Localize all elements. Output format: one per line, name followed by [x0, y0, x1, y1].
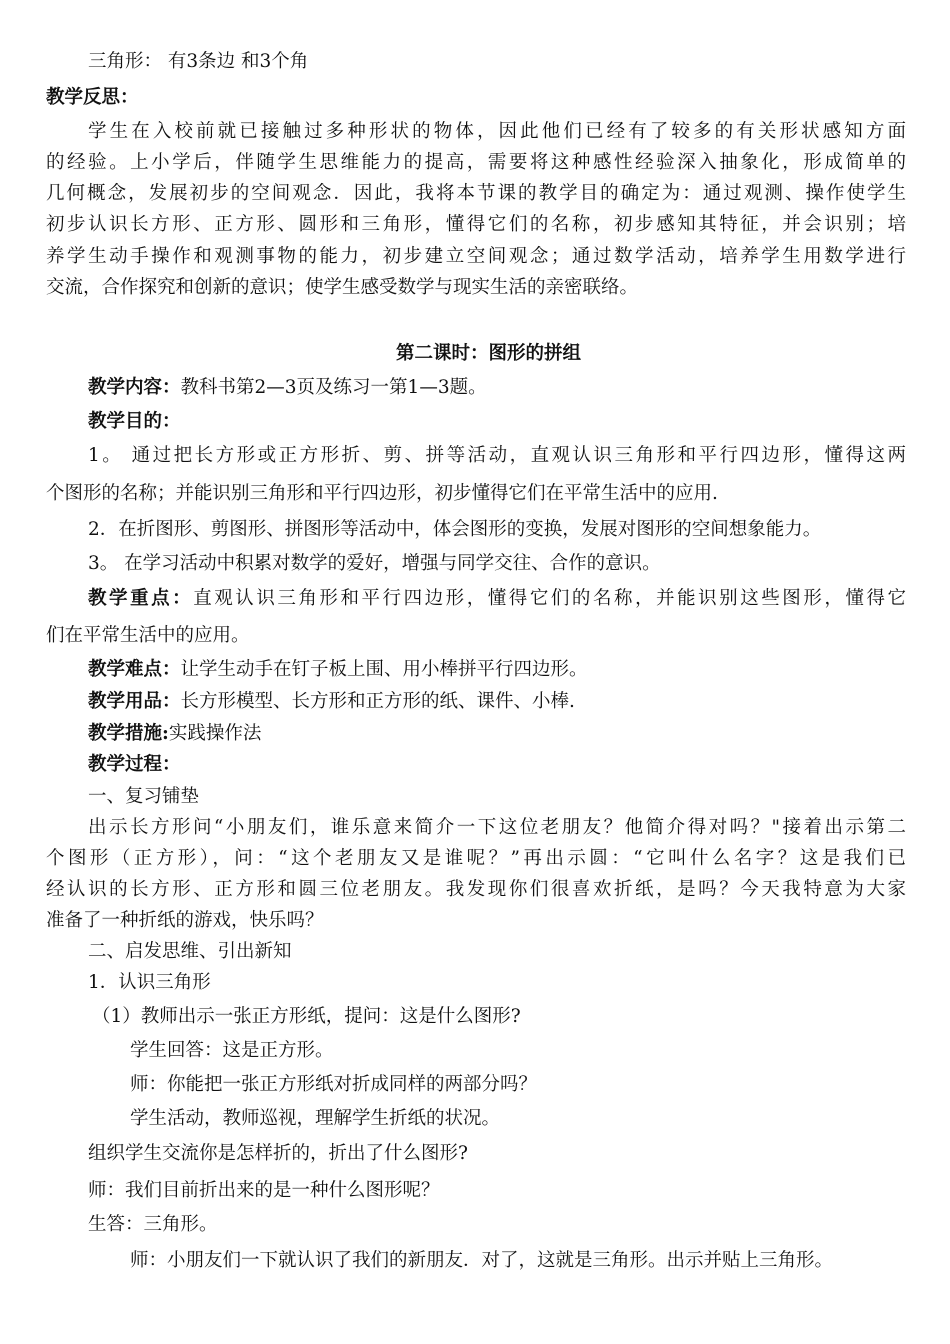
key-point-cont: 们在平常生活中的应用。: [46, 625, 250, 646]
step-1: （1）教师出示一张正方形纸，提问：这是什么图形?: [92, 1006, 521, 1027]
review-line: 准备了一种折纸的游戏，快乐吗？: [46, 910, 324, 931]
reflection-line: 的经验。上小学后，伴随学生思维能力的提高，需要将这种感性经验深入抽象化，形成简单的: [46, 152, 906, 173]
teaching-tools: [88, 693, 575, 712]
triangle-summary-line: 三角形： 有3条边 和3个角: [88, 51, 309, 72]
measure-label: 教学措施:: [88, 723, 169, 744]
process-heading: 教学过程：: [88, 754, 181, 775]
content-text: 教科书第2—3页及练习一第1—3题。: [180, 377, 487, 398]
teacher-question-1: 师：你能把一张正方形纸对折成同样的两部分吗？: [130, 1074, 538, 1095]
inspire-heading: 二、启发思维、引出新知: [88, 941, 292, 962]
organize-line: 组织学生交流你是怎样折的，折出了什么图形?: [88, 1143, 468, 1164]
difficulty: [88, 661, 588, 680]
reflection-line: 几何概念，发展初步的空间观念．因此，我将本节课的教学目的确定为：通过观测、操作使学生: [46, 183, 906, 204]
review-line: 出示长方形问“小朋友们，谁乐意来简介一下这位老朋友？他简介得对吗？"接着出示第二: [88, 817, 906, 838]
goal-1-line-b: 个图形的名称；并能识别三角形和平行四边形，初步懂得它们在平常生活中的应用.: [46, 483, 718, 504]
content-label: 教学内容：: [88, 377, 181, 398]
teacher-final: 师：小朋友们一下就认识了我们的新朋友．对了，这就是三角形。出示并贴上三角形。: [130, 1250, 834, 1271]
goal-3: 3。 在学习活动中积累对数学的爱好，增强与同学交往、合作的意识。: [88, 553, 661, 574]
reflection-line: 交流，合作探究和创新的意识；使学生感受数学与现实生活的亲密联络。: [46, 277, 639, 298]
key-text-a: 直观认识三角形和平行四边形，懂得它们的名称，并能识别这些图形，懂得它: [193, 588, 906, 609]
goal-2: 2．在折图形、剪图形、拼图形等活动中，体会图形的变换，发展对图形的空间想象能力。: [88, 519, 822, 540]
student-activity: 学生活动，教师巡视，理解学生折纸的状况。: [130, 1108, 501, 1129]
measure-text: 实践操作法: [168, 723, 262, 744]
student-answer-2: 生答：三角形。: [88, 1214, 218, 1235]
triangle-heading: 1．认识三角形: [88, 972, 211, 993]
tools-label: 教学用品：: [88, 691, 181, 712]
key-label: 教学重点：: [88, 588, 194, 609]
teaching-content: [88, 379, 487, 398]
difficulty-text: 让学生动手在钉子板上围、用小棒拼平行四边形。: [180, 659, 588, 680]
review-heading: 一、复习铺垫: [88, 786, 200, 807]
reflection-heading: 教学反思：: [46, 87, 139, 108]
reflection-line: 初步认识长方形、正方形、圆形和三角形，懂得它们的名称，初步感知其特征，并会识别；培: [46, 214, 906, 235]
student-answer-1: 学生回答：这是正方形。: [130, 1040, 334, 1061]
teacher-question-2: 师：我们目前折出来的是一种什么图形呢？: [88, 1180, 440, 1201]
key-point: [88, 590, 906, 609]
teaching-measure: [88, 725, 261, 744]
lesson-title: 第二课时：图形的拼组: [396, 343, 582, 364]
tools-text: 长方形模型、长方形和正方形的纸、课件、小棒.: [180, 691, 575, 712]
goal-heading: 教学目的：: [88, 411, 181, 432]
reflection-line: 养学生动手操作和观测事物的能力，初步建立空间观念；通过数学活动，培养学生用数学进行: [46, 246, 906, 267]
goal-1-line-a: 1。 通过把长方形或正方形折、剪、拼等活动，直观认识三角形和平行四边形，懂得这两: [88, 445, 906, 466]
review-line: 个图形（正方形），问：“这个老朋友又是谁呢？”再出示圆：“它叫什么名字？这是我们已: [46, 848, 906, 869]
reflection-line: 学生在入校前就已接触过多种形状的物体，因此他们已经有了较多的有关形状感知方面: [88, 121, 906, 142]
review-line: 经认识的长方形、正方形和圆三位老朋友。我发现你们很喜欢折纸，是吗？今天我特意为大家: [46, 879, 906, 900]
difficulty-label: 教学难点：: [88, 659, 181, 680]
